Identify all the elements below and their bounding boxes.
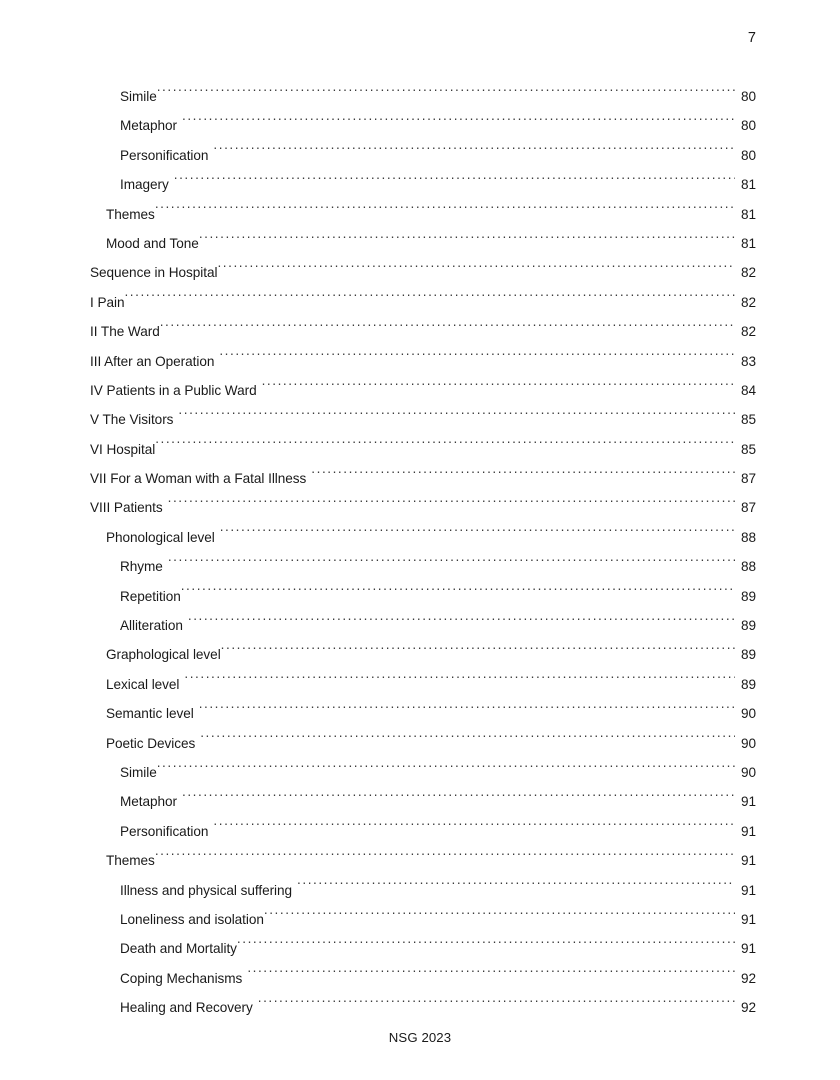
toc-entry-title: Imagery [120,177,169,193]
toc-entry[interactable] [90,288,756,317]
toc-entry-title: Alliteration [120,618,183,634]
toc-entry-title: Poetic Devices [106,735,196,751]
dot-leader [297,881,735,895]
toc-entry-title: Sequence in Hospital [90,265,218,281]
toc-entry[interactable] [90,493,756,522]
table-of-contents [90,82,756,1023]
dot-leader [178,411,735,425]
toc-entry-page-number: 90 [740,706,756,722]
toc-entry[interactable] [90,699,756,728]
dot-leader [155,440,735,454]
dot-leader [262,381,735,395]
toc-entry[interactable] [90,347,756,376]
toc-entry-page-number: 81 [740,235,756,251]
toc-entry-page-number: 84 [740,382,756,398]
toc-entry-title: IV Patients in a Public Ward [90,382,257,398]
toc-entry-page-number: 89 [740,618,756,634]
dot-leader [155,205,735,219]
dot-leader [213,146,735,160]
dot-leader [157,763,735,777]
toc-entry[interactable] [90,435,756,464]
toc-entry[interactable] [90,141,756,170]
toc-entry-title: Themes [106,206,155,222]
toc-entry-title: Repetition [120,588,181,604]
toc-entry-page-number: 82 [740,294,756,310]
dot-leader [264,910,735,924]
dot-leader [217,264,735,278]
toc-entry-page-number: 81 [740,206,756,222]
toc-entry-page-number: 91 [740,941,756,957]
toc-entry-title: Semantic level [106,706,194,722]
toc-entry-title: Simile [120,89,157,104]
toc-entry-title: Phonological level [106,529,215,545]
toc-entry-page-number: 83 [740,353,756,369]
toc-entry[interactable] [90,258,756,287]
toc-entry-title: Healing and Recovery [120,1000,253,1016]
toc-entry-page-number: 92 [740,1000,756,1016]
toc-entry[interactable] [90,611,756,640]
toc-entry[interactable] [90,876,756,905]
toc-entry-page-number: 80 [740,118,756,134]
dot-leader [213,822,735,836]
toc-entry-page-number: 89 [740,676,756,692]
dot-leader [188,616,735,630]
toc-entry-title: I Pain [90,294,125,310]
toc-entry-page-number: 91 [740,911,756,927]
dot-leader [168,499,735,513]
toc-entry-title: Metaphor [120,118,178,134]
toc-entry-title: Loneliness and isolation [120,911,264,927]
toc-entry-title: II The Ward [90,324,160,340]
toc-entry-page-number: 85 [740,412,756,428]
dot-leader [220,528,735,542]
dot-leader [258,999,735,1013]
toc-entry[interactable] [90,758,756,787]
dot-leader [237,940,735,954]
toc-entry-page-number: 89 [740,588,756,604]
dot-leader [219,352,735,366]
toc-entry-page-number: 91 [740,882,756,898]
toc-entry-title: VII For a Woman with a Fatal Illness [90,471,307,487]
toc-entry-title: Rhyme [120,559,163,575]
toc-entry-title: Coping Mechanisms [120,970,243,986]
toc-entry-title: Simile [120,764,157,780]
toc-entry-page-number: 87 [740,471,756,487]
toc-entry-page-number: 89 [740,647,756,663]
toc-entry[interactable] [90,934,756,963]
toc-entry-title: Mood and Tone [106,235,199,251]
toc-entry[interactable] [90,964,756,993]
toc-entry[interactable] [90,846,756,875]
toc-entry-page-number: 90 [740,764,756,780]
toc-entry-page-number: 80 [740,89,756,104]
toc-entry-title: VI Hospital [90,441,156,457]
toc-entry[interactable] [90,317,756,346]
dot-leader [182,793,735,807]
toc-entry[interactable] [90,993,756,1022]
dot-leader [124,293,735,307]
toc-entry[interactable] [90,200,756,229]
toc-entry-title: Lexical level [106,676,180,692]
dot-leader [184,675,735,689]
toc-entry-page-number: 91 [740,823,756,839]
toc-entry[interactable] [90,640,756,669]
toc-entry[interactable] [90,523,756,552]
toc-entry[interactable] [90,82,756,111]
toc-entry[interactable] [90,582,756,611]
dot-leader [199,234,735,248]
dot-leader [160,323,735,337]
toc-entry-title: III After an Operation [90,353,215,369]
dot-leader [182,117,735,131]
toc-entry-page-number: 87 [740,500,756,516]
toc-entry-title: V The Visitors [90,412,174,428]
page-footer: NSG 2023 [388,1030,452,1045]
toc-entry[interactable] [90,905,756,934]
toc-entry-page-number: 88 [740,529,756,545]
page-number: 7 [747,30,756,46]
toc-entry[interactable] [90,729,756,758]
toc-entry-title: Illness and physical suffering [120,882,293,898]
toc-entry-page-number: 82 [740,324,756,340]
toc-entry-page-number: 91 [740,794,756,810]
toc-entry[interactable] [90,405,756,434]
toc-entry[interactable] [90,787,756,816]
toc-entry-page-number: 92 [740,970,756,986]
toc-entry[interactable] [90,670,756,699]
toc-entry[interactable] [90,464,756,493]
toc-entry-title: Death and Mortality [120,941,237,957]
dot-leader [311,469,735,483]
dot-leader [199,705,735,719]
dot-leader [181,587,735,601]
dot-leader [200,734,735,748]
dot-leader [157,87,735,101]
toc-entry-title: Personification [120,147,209,163]
dot-leader [155,852,735,866]
dot-leader [168,558,735,572]
toc-entry-page-number: 80 [740,147,756,163]
toc-entry-title: Themes [106,853,155,869]
toc-entry[interactable] [90,111,756,140]
toc-entry[interactable] [90,170,756,199]
toc-entry-page-number: 82 [740,265,756,281]
toc-entry-title: VIII Patients [90,500,163,516]
toc-entry-page-number: 88 [740,559,756,575]
toc-entry-page-number: 81 [740,177,756,193]
dot-leader [174,176,735,190]
toc-entry[interactable] [90,376,756,405]
dot-leader [221,646,735,660]
toc-entry[interactable] [90,552,756,581]
toc-entry-title: Metaphor [120,794,178,810]
toc-entry[interactable] [90,817,756,846]
toc-entry-page-number: 91 [740,853,756,869]
toc-entry[interactable] [90,229,756,258]
toc-entry-title: Graphological level [106,647,221,663]
toc-entry-page-number: 90 [740,735,756,751]
toc-entry-title: Personification [120,823,209,839]
dot-leader [247,969,735,983]
toc-entry-page-number: 85 [740,441,756,457]
